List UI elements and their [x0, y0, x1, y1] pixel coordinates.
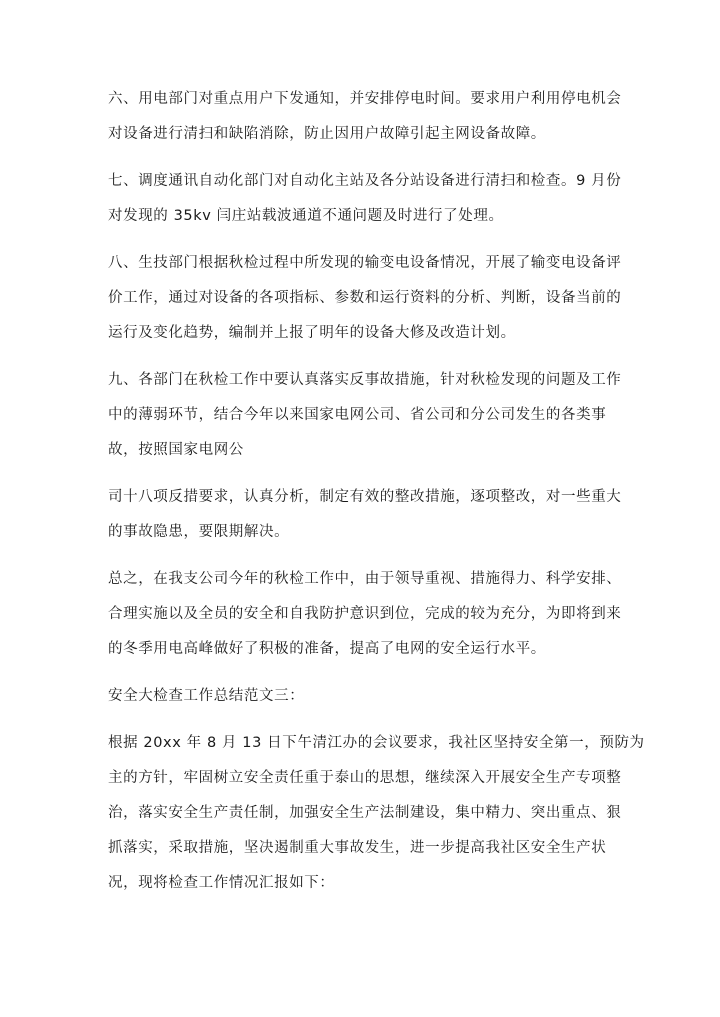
text-line: 治，落实安全生产责任制，加强安全生产法制建设，集中精力、突出重点、狠	[108, 805, 622, 821]
text-line: 六、用电部门对重点用户下发通知，并安排停电时间。要求用户利用停电机会	[108, 91, 622, 107]
text-line: 合理实施以及全员的安全和自我防护意识到位，完成的较为充分，为即将到来	[108, 606, 622, 622]
text-line: 价工作，通过对设备的各项指标、参数和运行资料的分析、判断，设备当前的	[108, 290, 622, 306]
text-line: 故，按照国家电网公	[108, 442, 244, 458]
text-line: 对设备进行清扫和缺陷消除，防止因用户故障引起主网设备故障。	[108, 126, 546, 142]
text-line: 七、调度通讯自动化部门对自动化主站及各分站设备进行清扫和检查。9 月份	[108, 173, 622, 189]
text-line: 抓落实，采取措施，坚决遏制重大事故发生，进一步提高我社区安全生产状	[108, 840, 607, 856]
text-line: 根据 20xx 年 8 月 13 日下午清江办的会议要求，我社区坚持安全第一，预防为	[108, 735, 645, 751]
text-line: 司十八项反措要求，认真分析，制定有效的整改措施，逐项整改，对一些重大	[108, 489, 622, 505]
text-line: 况，现将检查工作情况汇报如下：	[108, 875, 335, 891]
text-line: 运行及变化趋势，编制并上报了明年的设备大修及改造计划。	[108, 325, 516, 341]
text-line: 总之，在我支公司今年的秋检工作中，由于领导重视、措施得力、科学安排、	[108, 571, 622, 587]
text-line: 对发现的 35kv 闫庄站载波通道不通问题及时进行了处理。	[108, 208, 504, 224]
text-line: 九、各部门在秋检工作中要认真落实反事故措施，针对秋检发现的问题及工作	[108, 372, 622, 388]
text-line: 的事故隐患，要限期解决。	[108, 524, 290, 540]
text-line: 安全大检查工作总结范文三：	[108, 688, 305, 704]
text-line: 中的薄弱环节，结合今年以来国家电网公司、省公司和分公司发生的各类事	[108, 407, 607, 423]
text-line: 的冬季用电高峰做好了积极的准备，提高了电网的安全运行水平。	[108, 641, 546, 657]
text-line: 主的方针，牢固树立安全责任重于泰山的思想，继续深入开展安全生产专项整	[108, 770, 622, 786]
text-line: 八、生技部门根据秋检过程中所发现的输变电设备情况，开展了输变电设备评	[108, 255, 622, 271]
